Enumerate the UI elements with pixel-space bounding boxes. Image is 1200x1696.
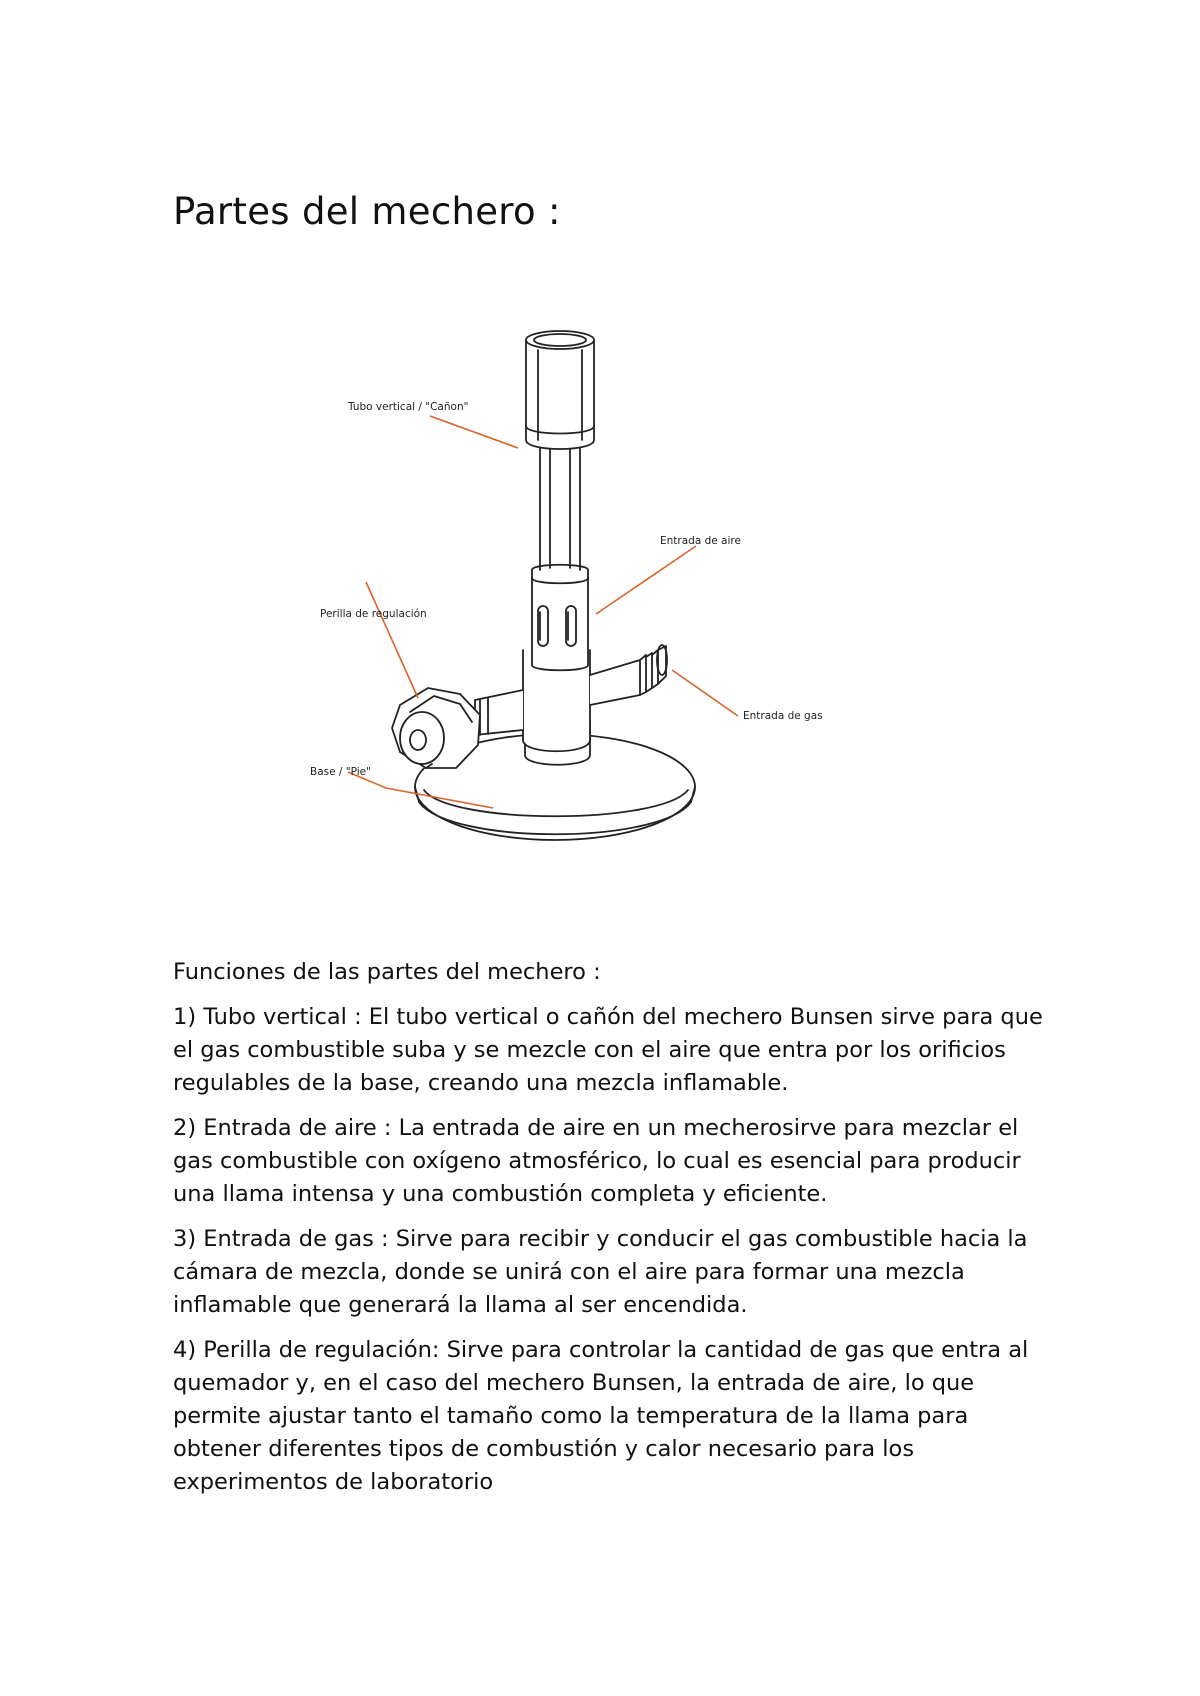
paragraph-perilla: 4) Perilla de regulación: Sirve para controlar la cantidad de gas que entra al quemador y, en el caso del mechero Bunsen, la entrada de aire, lo que permite ajustar tanto el tamaño como la temperatura de la llama para obtener diferentes tipos de combustión y calor necesario para los experimentos de laboratorio	[173, 1337, 1029, 1495]
label-perilla: Perilla de regulación	[320, 608, 427, 620]
leader-line-gas	[672, 670, 738, 716]
leader-line-tubo	[430, 416, 518, 448]
leader-line-aire	[596, 546, 696, 614]
gas-inlet	[590, 645, 667, 705]
label-base: Base / "Pie"	[310, 766, 371, 778]
regulation-knob	[392, 688, 480, 768]
paragraph-tubo-vertical: 1) Tubo vertical : El tubo vertical o cañón del mechero Bunsen sirve para que el gas combustible suba y se mezcle con el aire que entra por los orificios regulables de la base, creando una mezcla inflamable.	[173, 1004, 1043, 1096]
leader-line-perilla	[366, 582, 418, 698]
vertical-tube	[540, 430, 580, 570]
barrel-cap	[526, 331, 594, 449]
label-tubo: Tubo vertical / "Cañon"	[348, 401, 469, 413]
bunsen-burner-diagram	[300, 320, 860, 880]
page-title: Partes del mechero :	[173, 190, 561, 233]
functions-section	[173, 956, 1053, 1511]
bunsen-burner-illustration	[300, 320, 860, 880]
air-inlet-collar	[532, 565, 588, 671]
label-entrada-gas: Entrada de gas	[743, 710, 823, 722]
paragraph-entrada-aire: 2) Entrada de aire : La entrada de aire en un mecherosirve para mezclar el gas combustible con oxígeno atmosférico, lo cual es esencial para producir una llama intensa y una combustión completa y eficiente.	[173, 1115, 1021, 1207]
leader-line-base-2	[386, 788, 493, 808]
label-entrada-aire: Entrada de aire	[660, 535, 741, 547]
paragraph-entrada-gas: 3) Entrada de gas : Sirve para recibir y conducir el gas combustible hacia la cámara de mezcla, donde se unirá con el aire para formar una mezcla inflamable que generará la llama al ser encendida.	[173, 1226, 1028, 1318]
section-subheading: Funciones de las partes del mechero :	[173, 959, 601, 985]
